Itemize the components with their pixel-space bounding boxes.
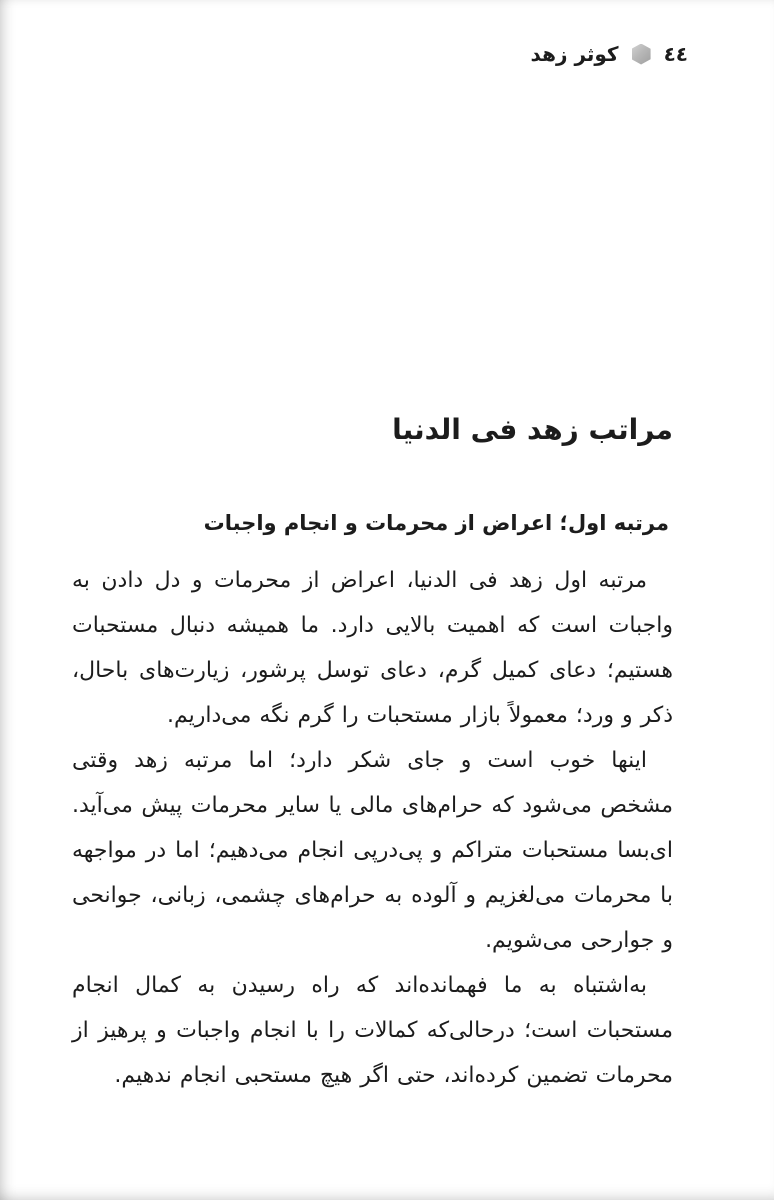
paragraph: اینها خوب است و جای شکر دارد؛ اما مرتبه زهد وقتی مشخص می‌شود که حرام‌های مالی یا سایر محرمات پیش می‌آید. ای‌بسا مستحبات متراکم و پی‌درپی انجام می‌دهیم؛ اما در مواجهه با محرمات می‌لغزیم و آلوده به حرام‌های چشمی، زبانی، جوانحی و جوارحی می‌شویم. — [72, 748, 673, 953]
section-subheading: مرتبه اول؛ اعراض از محرمات و انجام واجبات — [203, 511, 669, 535]
paragraph: به‌اشتباه به ما فهمانده‌اند که راه رسیدن به کمال انجام مستحبات است؛ درحالی‌که کمالات را با انجام واجبات و پرهیز از محرمات تضمین کرده‌اند، حتی اگر هیچ مستحبی انجام ندهیم. — [72, 973, 673, 1088]
chapter-heading: مراتب زهد فی الدنیا — [392, 413, 673, 446]
paragraph: مرتبه اول زهد فی الدنیا، اعراض از محرمات و دل دادن به واجبات است که اهمیت بالایی دارد. ما همیشه دنبال مستحبات هستیم؛ دعای کمیل گرم، دعای توسل پرشور، زیارت‌های باحال، ذکر و ورد؛ معمولاً بازار مستحبات را گرم نگه می‌داریم. — [72, 568, 673, 728]
book-title: کوثر زهد — [530, 42, 619, 66]
page-number: ٤٤ — [663, 42, 688, 66]
page-content — [72, 0, 673, 1200]
body-text — [72, 558, 673, 1098]
